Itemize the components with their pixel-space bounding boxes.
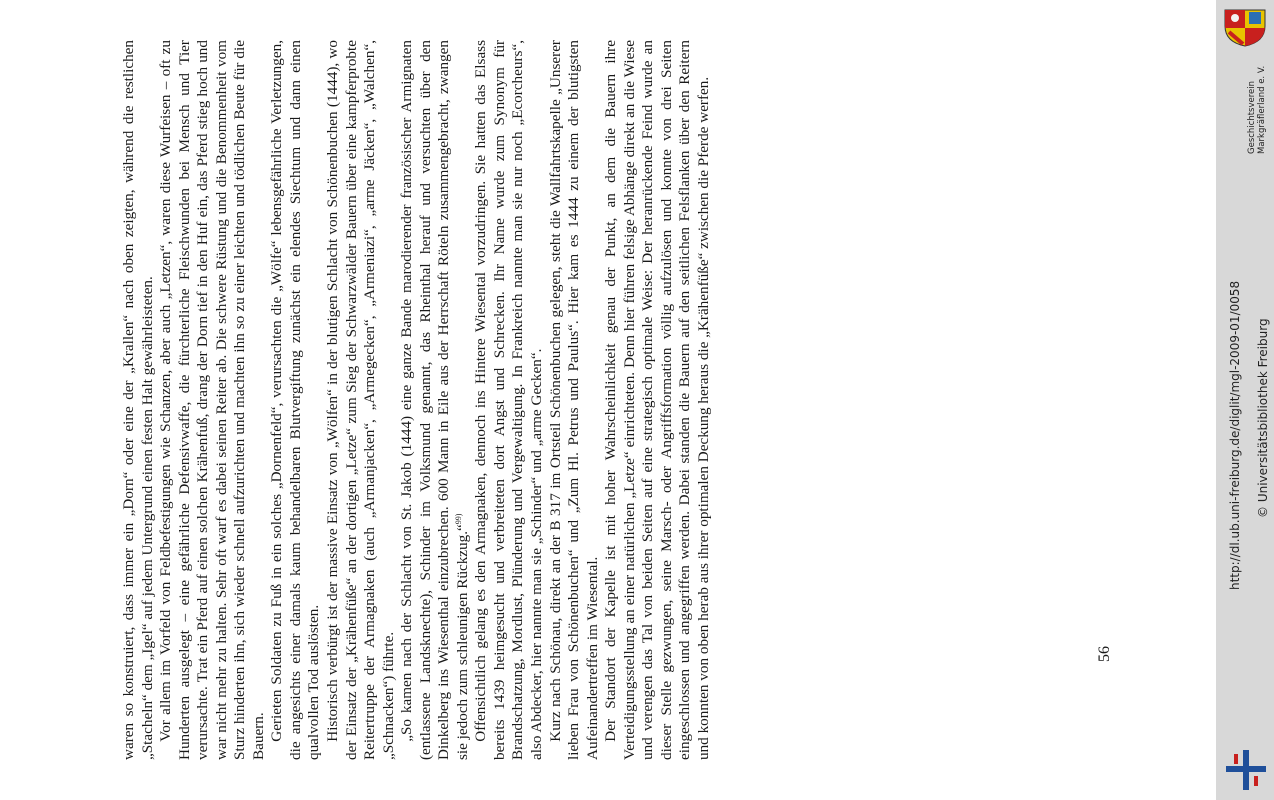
ub-freiburg-logo-icon <box>1224 748 1268 792</box>
paragraph <box>120 40 157 760</box>
society-name-line1: Geschichtsverein <box>1247 80 1257 154</box>
paragraph-text: Gerieten Soldaten zu Fuß in ein solches „Dornenfeld“, verursachten die „Wölfe“ lebensgefährliche Verletzungen, die angesichts einer damals kaum behandelbaren Blutvergiftung zunächst ein elendes Siechtum und dann einen qualvollen Tod auslösten. <box>268 40 323 760</box>
paragraph-text: waren so konstruiert, dass immer ein „Dorn“ oder eine der „Krallen“ nach oben zeigten, während die restlichen „Stacheln“ dem „Igel“ auf jedem Untergrund einen festen Halt gewährleisteten. <box>120 40 156 760</box>
paragraph-text: Vor allem im Vorfeld von Feldbefestigungen wie Schanzen, aber auch „Letzen“, waren diese Wurfeisen – oft zu Hunderten ausgelegt – eine gefährliche Defensivwaffe, die fürchterliche Fleischwunden bei Mensch und Tier verursachte. Trat ein Pferd auf einen solchen Krähenfuß, drang der Dorn tief in den Huf ein, das Pferd stieg hoch und war nicht mehr zu halten. Sehr oft warf es dabei seinen Reiter ab. Die schwere Rüstung und die Benommenheit vom Sturz hinderten ihn, sich wieder schnell aufzurichten und machten ihn so zu einer leichten und tödlichen Beute für die Bauern. <box>157 40 267 760</box>
footnote-marker: 99) <box>453 513 463 525</box>
society-name-line2: Markgräflerland e. V. <box>1257 65 1267 154</box>
page-body <box>120 40 1120 760</box>
paragraph <box>268 40 324 760</box>
paragraph <box>547 40 603 760</box>
paragraph-text: „So kamen nach der Schlacht von St. Jakob (1444) eine ganze Bande marodierender französischer Armignaten (entlassene Landsknechte), Schinder im Volksmund genannt, das Rheinthal herauf und versuchten über den Dinkelberg ins Wiesenthal einzubrechen. 600 Mann in Eile aus der Herrschaft Röteln zusammengebracht, zwangen sie jedoch zum schleunigen Rückzug.“ <box>398 40 471 760</box>
paragraph-text: Der Standort der Kapelle ist mit hoher Wahrscheinlichkeit genau der Punkt, an dem die Bauern ihre Verteidigungsstellung an einer natürlichen „Letze“ einrichteten. Denn hier führen felsige Abhänge direkt an die Wiese und verengen das Tal von beiden Seiten auf eine strategisch optimale Weise: Der heranrückende Feind wurde an dieser Stelle gezwungen, seine Marsch- oder Angriffsformation völlig aufzulösen und konnte von drei Seiten eingeschlossen und angegriffen werden. Dabei standen die Bauern auf den seitlichen Felsflanken über den Reitern und konnten von oben herab aus ihrer optimalen Deckung heraus die „Krähenfüße“ zwischen die Pferde werfen. <box>602 40 712 760</box>
page-number: 56 <box>1096 646 1113 662</box>
paragraph-text: Offensichtlich gelang es den Armagnaken, dennoch ins Hintere Wiesental vorzudringen. Sie hatten das Elsass bereits 1439 heimgesucht und verbreiteten dort Angst und Schrecken. Ihr Name wurde zum Synonym für Brandschatzung, Mordlust, Plünderung und Vergewaltigung. In Frankreich nannte man sie nur noch „Ecorcheurs“, also Abdecker, hier nannte man sie „Schinder“ und „arme Gecken“. <box>472 40 546 760</box>
paragraph <box>157 40 268 760</box>
paragraph-text: Historisch verbürgt ist der massive Einsatz von „Wölfen“ in der blutigen Schlacht von Schönenbuchen (1444), wo der Einsatz der „Krähenfüße“ an der dortigen „Letze“ zum Sieg der Schwarzwälder Bauern über eine kampferprobte Reitertruppe der Armagnaken (auch „Armanjacken“, „Armegecken“, „Armeniazi“, „arme Jäcken“, „Walchen“, „Schnacken“) führte. <box>324 40 397 760</box>
coat-of-arms-icon <box>1223 8 1267 48</box>
paragraph <box>602 40 713 760</box>
paragraph <box>472 40 546 760</box>
source-url[interactable]: http://dl.ub.uni-freiburg.de/diglit/mgl-2009-01/0058 <box>1228 280 1242 590</box>
paragraph-text: Kurz nach Schönau, direkt an der B 317 im Ortsteil Schönenbuchen gelegen, steht die Wallfahrtskapelle „Unserer lieben Frau von Schönenbuchen“ und „Zum Hl. Petrus und Paulus“. Hier kam es 1444 zu einem der blutigsten Aufeinandertreffen im Wiesental. <box>546 40 601 760</box>
paragraph <box>324 40 398 760</box>
copyright-notice: © Universitätsbibliothek Freiburg <box>1256 318 1270 518</box>
paragraph <box>398 40 472 760</box>
